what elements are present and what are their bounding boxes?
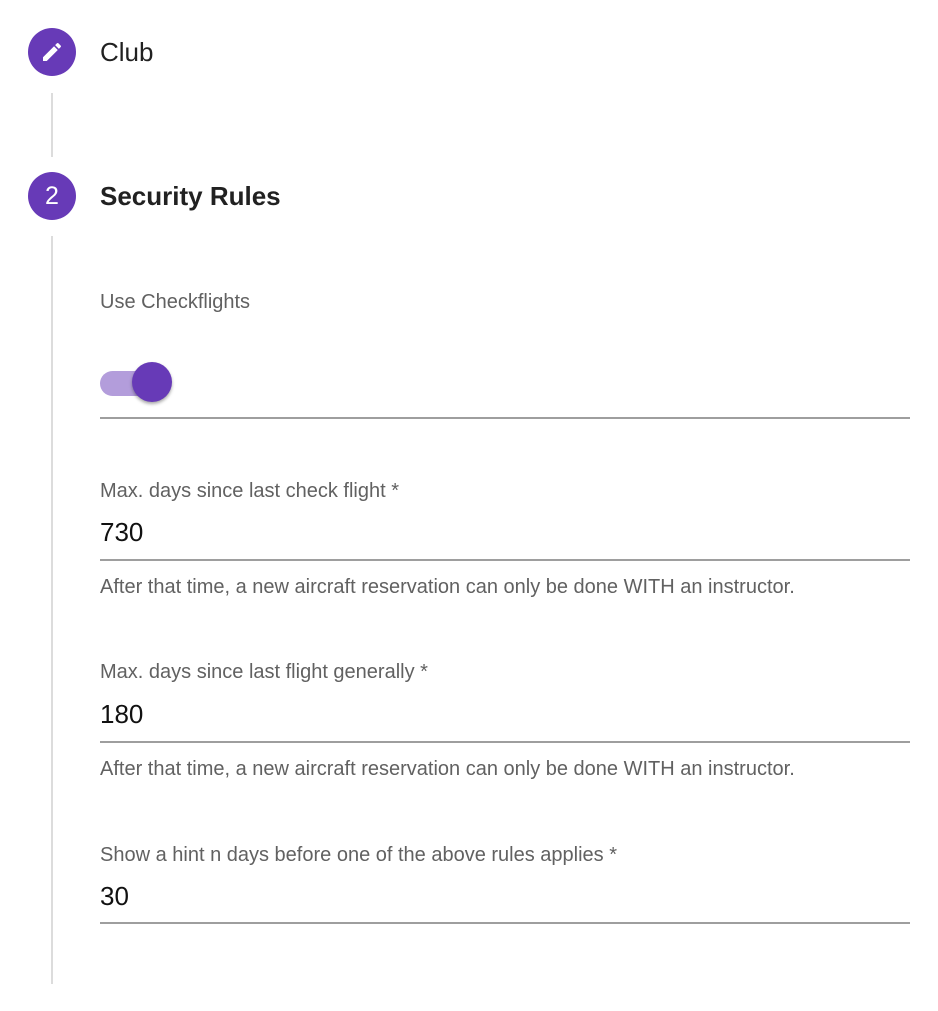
- max-days-flight-generally-label: Max. days since last flight generally *: [100, 661, 428, 683]
- toggle-thumb: [132, 362, 172, 402]
- max-days-check-flight-underline: [100, 559, 910, 561]
- use-checkflights-label: Use Checkflights: [100, 291, 251, 313]
- step-title-security-rules[interactable]: Security Rules: [100, 181, 281, 211]
- step-1-edit-circle[interactable]: [28, 28, 76, 76]
- hint-days-before-label: Show a hint n days before one of the above rules applies *: [100, 844, 618, 866]
- max-days-flight-generally-underline: [100, 741, 910, 743]
- hint-days-before-input[interactable]: [100, 881, 910, 912]
- step-2-number-circle[interactable]: [28, 172, 76, 220]
- pencil-icon: [40, 40, 64, 64]
- use-checkflights-toggle[interactable]: [100, 362, 174, 404]
- toggle-field-underline: [100, 417, 910, 419]
- hint-days-before-underline: [100, 922, 910, 924]
- max-days-check-flight-label: Max. days since last check flight *: [100, 480, 400, 502]
- step-connector: [51, 93, 53, 157]
- max-days-flight-generally-hint: After that time, a new aircraft reservation can only be done WITH an instructor.: [100, 758, 795, 780]
- max-days-flight-generally-input[interactable]: [100, 699, 910, 730]
- step-title-club[interactable]: Club: [100, 37, 154, 67]
- max-days-check-flight-hint: After that time, a new aircraft reservation can only be done WITH an instructor.: [100, 576, 795, 598]
- step-number: 2: [45, 181, 59, 210]
- step-content-line: [51, 236, 53, 984]
- max-days-check-flight-input[interactable]: [100, 517, 910, 548]
